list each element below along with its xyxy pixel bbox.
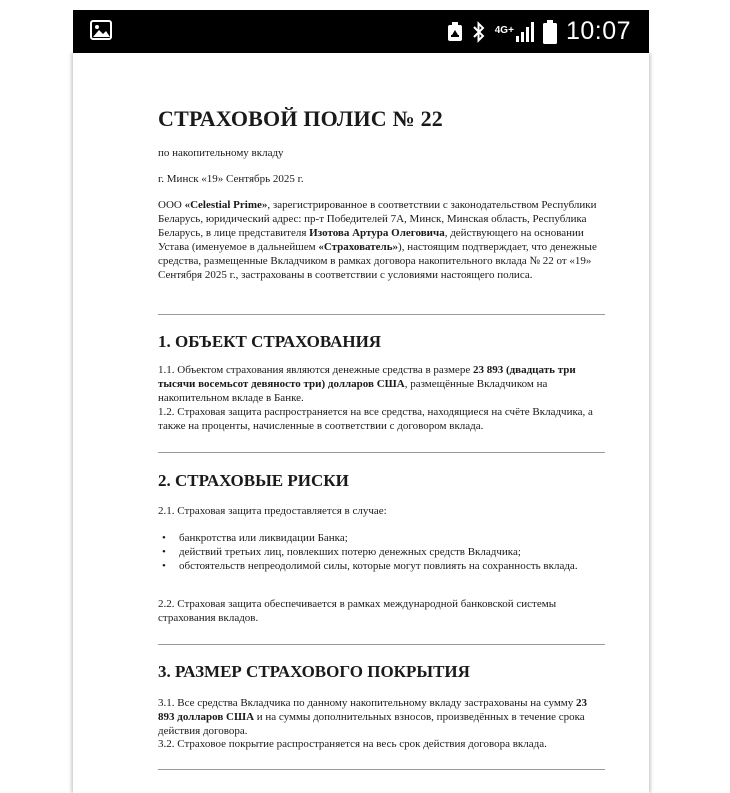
org-name: «Celestial Prime» [184,199,268,211]
list-item: • обстоятельств непреодолимой силы, которые могут повлиять на сохранность вклада. [158,559,588,573]
insured-amount: 23 893 (двадцать три тысячи восемьсот девяносто три) долларов США [158,364,576,390]
status-bar [73,10,649,53]
divider [158,452,605,453]
document-subtitle: по накопительному вкладу [158,147,284,159]
divider [158,314,605,315]
divider [158,644,605,645]
network-type-label: 4G+ [494,24,514,36]
section-3-paragraph-1: 3.1. Все средства Вкладчика по данному накопительному вкладу застрахованы на сумму 23 893 долларов США и на суммы дополнительных взносов, произведённых в течение срока действия договора. [158,697,588,737]
risks-list [158,531,588,573]
recycle-icon [447,22,463,42]
insurer-term: «Страхователь» [318,241,399,253]
battery-icon [543,20,557,44]
section-3-heading: 3. РАЗМЕР СТРАХОВОГО ПОКРЫТИЯ [158,662,470,681]
section-1-paragraph-2: 1.2. Страховая защита распространяется на все средства, находящиеся на счёте Вкладчика, а также на проценты, начисленные в соответствии с договором вклада. [158,406,593,432]
place-date: г. Минск «19» Сентябрь 2025 г. [158,173,304,185]
section-3-paragraph-2: 3.2. Страховое покрытие распространяется на весь срок действия договора вклада. [158,738,547,750]
gallery-icon[interactable] [90,20,112,40]
section-2-heading: 2. СТРАХОВЫЕ РИСКИ [158,471,349,490]
section-1-paragraph-1: 1.1. Объектом страхования являются денежные средства в размере 23 893 (двадцать три тысячи восемьсот девяносто три) долларов США, размещённые Вкладчиком на накопительном вкладе в Банке. [158,364,576,404]
document-title: СТРАХОВОЙ ПОЛИС № 22 [158,106,443,131]
section-1-heading: 1. ОБЪЕКТ СТРАХОВАНИЯ [158,332,382,351]
list-item: • действий третьих лиц, повлекших потерю денежных средств Вкладчика; [158,545,588,559]
section-2-paragraph-1: 2.1. Страховая защита предоставляется в случае: [158,505,387,517]
bluetooth-icon [472,21,486,43]
network-indicator [495,22,534,42]
intro-paragraph: ООО «Celestial Prime», зарегистрированное в соответствии с законодательством Республики Беларусь, юридический адрес: пр-т Победителей 7А, Минск, Минская область, Республика Беларусь, в лице представителя Изотова Артура Олеговича, действующего на основании Устава (именуемое в дальнейшем «Страхователь»), настоящим подтверждает, что денежные средства, размещенные Вкладчиком в рамках договора накопительного вклада № 22 от «19» Сентября 2025 г., застрахованы в соответствии с условиями настоящего полиса. [158,199,597,281]
representative-name: Изотова Артура Олеговича [309,227,445,239]
list-item: • банкротства или ликвидации Банка; [158,531,588,545]
coverage-amount: 23 893 долларов США [158,697,588,723]
status-icons [447,10,631,53]
section-2-paragraph-2: 2.2. Страховая защита обеспечивается в рамках международной банковской системы страхования вкладов. [158,598,557,624]
signal-icon [516,22,534,42]
divider [158,769,605,770]
clock-time: 10:07 [565,17,631,45]
document-page[interactable] [73,53,649,793]
